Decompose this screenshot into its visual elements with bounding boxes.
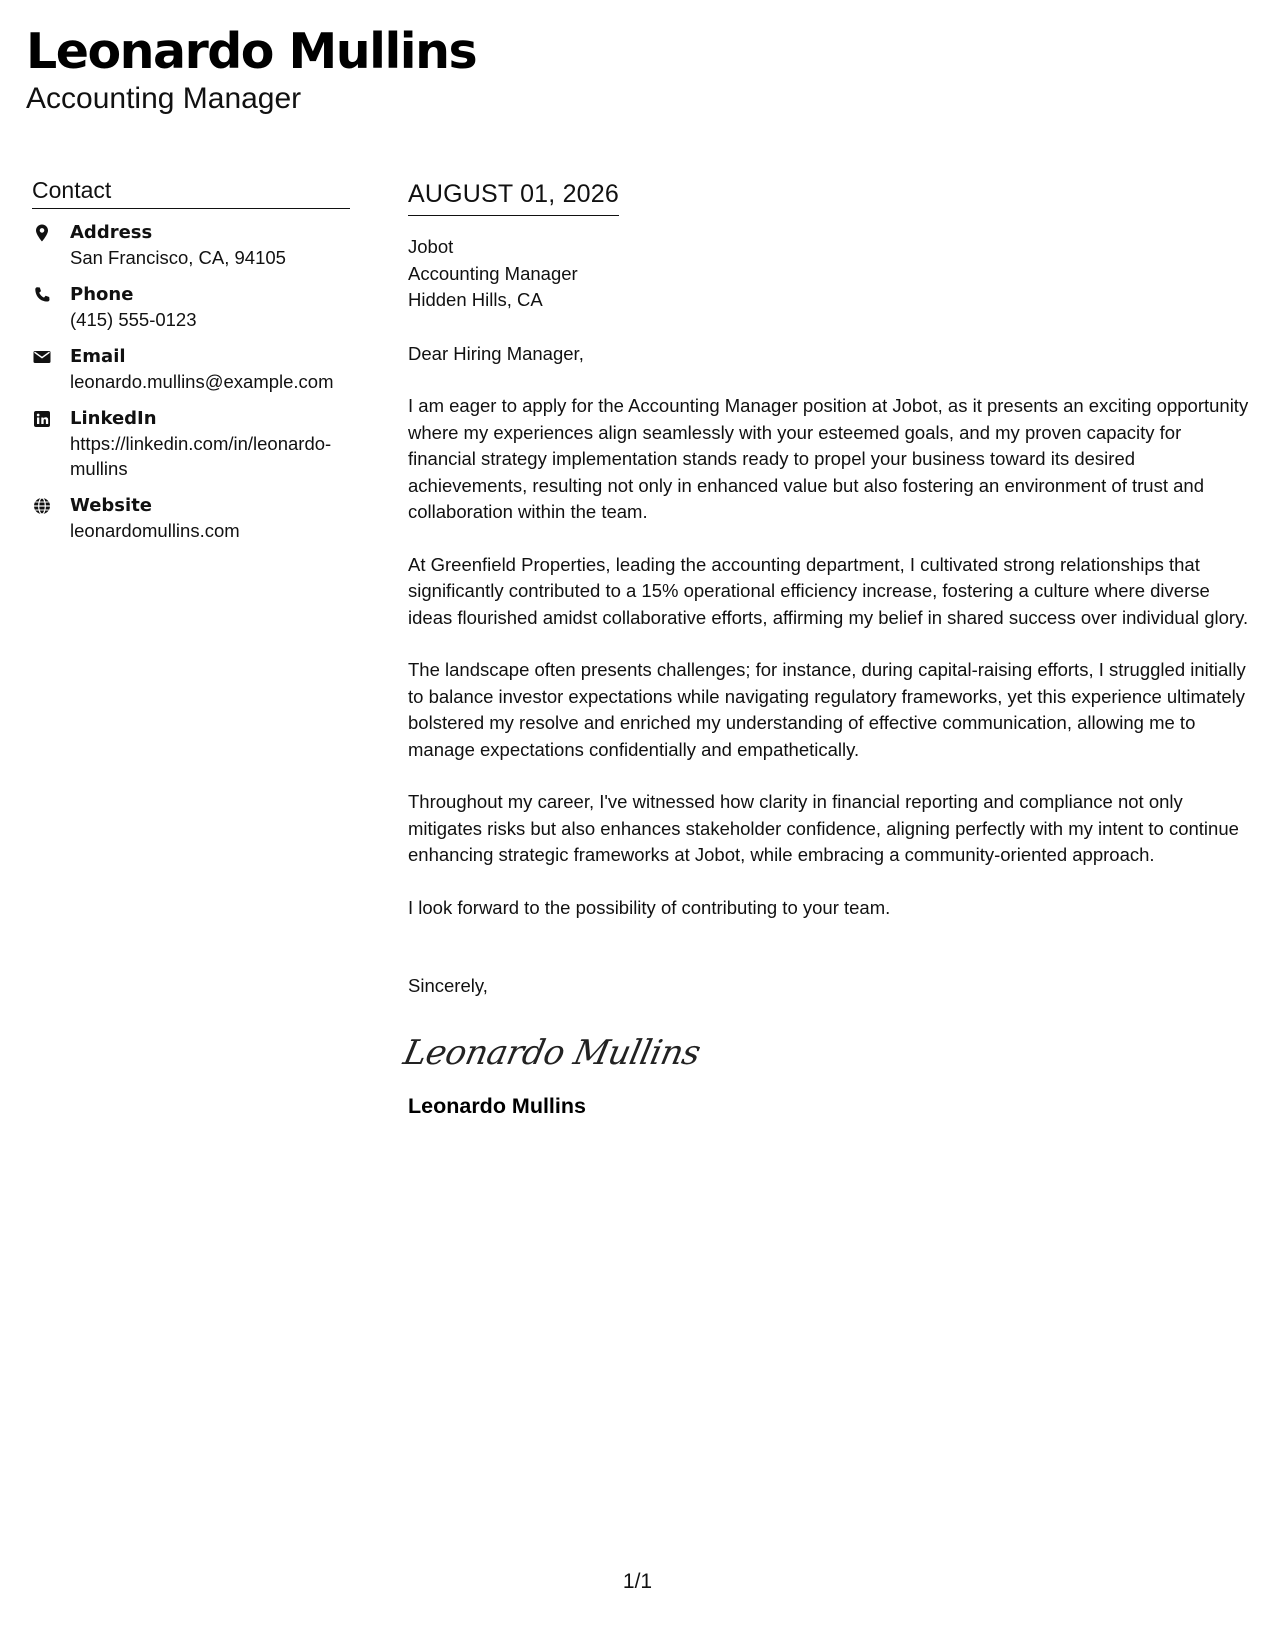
letter-paragraph: I look forward to the possibility of contributing to your team. — [408, 896, 891, 918]
map-pin-icon — [32, 223, 52, 243]
recipient-company: Jobot — [408, 236, 454, 257]
contact-item-email — [32, 345, 352, 394]
letter-date: AUGUST 01, 2026 — [408, 178, 619, 216]
applicant-name: Leonardo Mullins — [26, 23, 477, 80]
letter-paragraph: At Greenfield Properties, leading the accounting department, I cultivated strong relationships that significantly contributed to a 15% operational efficiency increase, fostering a culture where diverse ideas flourished amidst collaborative efforts, affirming my belief in shared success over individual glory. — [408, 553, 1249, 628]
contact-label: Address — [70, 222, 153, 243]
contact-sidebar — [32, 176, 352, 556]
contact-label: Phone — [70, 284, 134, 305]
contact-item-website — [32, 494, 352, 543]
contact-list — [32, 221, 352, 543]
contact-item-address — [32, 221, 352, 270]
closing: Sincerely, — [408, 975, 488, 996]
contact-section-title: Contact — [32, 176, 350, 209]
header — [26, 22, 476, 117]
contact-label: Website — [70, 495, 153, 516]
contact-value: leonardo.mullins@example.com — [70, 371, 334, 392]
contact-value: leonardomullins.com — [70, 520, 240, 541]
letter-paragraph: Throughout my career, I've witnessed how clarity in financial reporting and compliance not only mitigates risks but also enhances stakeholder confidence, aligning perfectly with my intent to continue enhancing strategic frameworks at Jobot, while embracing a community-oriented approach. — [408, 791, 1239, 865]
contact-label: Email — [70, 346, 126, 367]
page-number: 1/1 — [622, 1570, 653, 1593]
phone-icon — [32, 285, 52, 305]
contact-value: San Francisco, CA, 94105 — [70, 247, 286, 268]
salutation: Dear Hiring Manager, — [408, 342, 584, 364]
linkedin-icon — [32, 409, 52, 429]
recipient-block — [408, 234, 1253, 314]
contact-item-linkedin — [32, 407, 352, 481]
signer-name: Leonardo Mullins — [408, 1093, 586, 1118]
globe-icon — [32, 496, 52, 516]
applicant-role: Accounting Manager — [26, 82, 302, 115]
letter-paragraph: I am eager to apply for the Accounting Manager position at Jobot, as it presents an exciting opportunity where my experiences align seamlessly with your esteemed goals, and my proven capacity for financial strategy implementation stands ready to propel your business toward its desired achievements, resulting not only in enhanced value but also fostering an environment of trust and collaboration within the team. — [408, 395, 1249, 522]
envelope-icon — [32, 347, 52, 367]
contact-value: https://linkedin.com/in/leonardo-mullins — [70, 433, 332, 479]
contact-label: LinkedIn — [70, 408, 157, 429]
svg-text:Leonardo Mullins: Leonardo Mullins — [400, 1032, 704, 1073]
contact-item-phone — [32, 283, 352, 332]
contact-value: (415) 555-0123 — [70, 309, 197, 330]
handwritten-signature — [400, 1026, 1253, 1086]
letter-paragraph: The landscape often presents challenges; for instance, during capital-raising efforts, I struggled initially to balance investor expectations while navigating regulatory frameworks, yet this experience ultimately bolstered my resolve and enriched my understanding of effective communication, allowing me to manage expectations confidentially and empathetically. — [408, 659, 1246, 760]
recipient-location: Hidden Hills, CA — [408, 289, 543, 310]
recipient-position: Accounting Manager — [408, 262, 578, 284]
letter-body — [400, 178, 1253, 1120]
